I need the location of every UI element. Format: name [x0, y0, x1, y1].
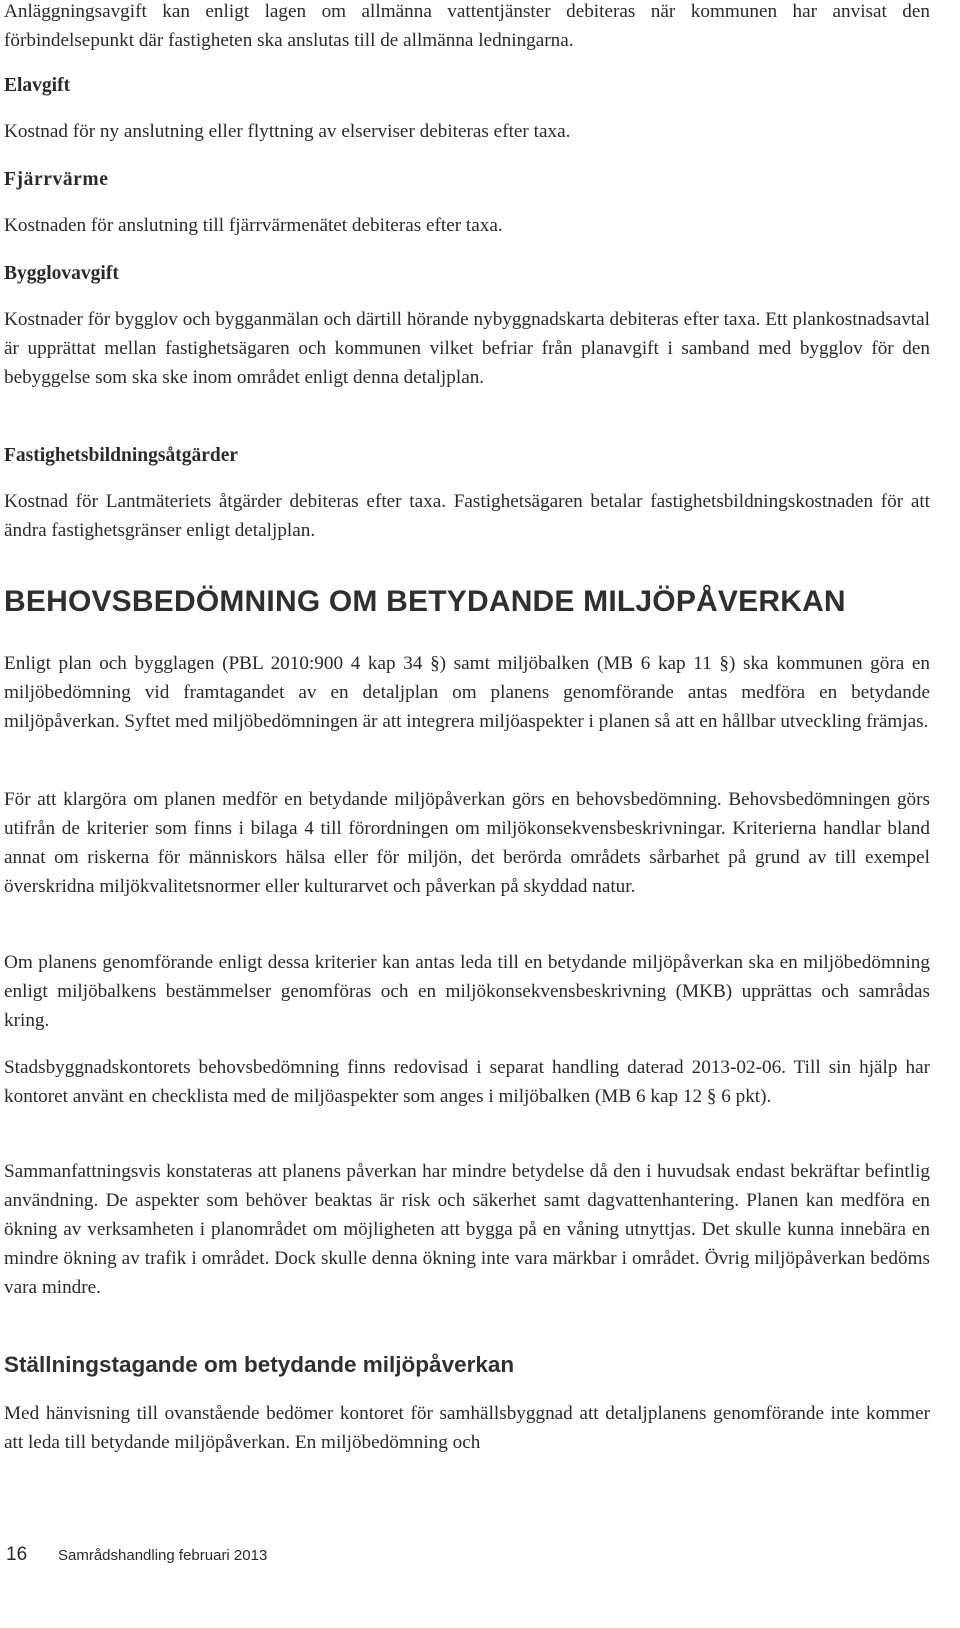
behov-paragraph-5: Sammanfattningsvis konstateras att planens påverkan har mindre betydelse då den i huvudsak endast bekräftar befintlig användning. De aspekter som behöver beaktas är risk och säkerhet samt dagvattenhantering. Planen kan medföra en ökning av verksamheten i planområdet om möjligheten att bygga på en våning utnyttjas. Det skulle kunna innebära en mindre ökning av trafik i området. Dock skulle denna ökning inte vara märkbar i området. Övrig miljöpåverkan bedöms vara mindre. — [4, 1161, 930, 1298]
intro-paragraph: Anläggningsavgift kan enligt lagen om allmänna vattentjänster debiteras när kommunen har anvisat den förbindelsepunkt där fastigheten ska anslutas till de allmänna ledningarna. — [4, 1, 930, 51]
fjarrvarme-paragraph: Kostnaden för anslutning till fjärrvärmenätet debiteras efter taxa. — [4, 215, 503, 236]
heading-behovsbedomning: BEHOVSBEDÖMNING OM BETYDANDE MILJÖPÅVERKAN — [4, 585, 846, 618]
heading-bygglovavgift: Bygglovavgift — [4, 263, 119, 284]
behov-paragraph-3: Om planens genomförande enligt dessa kriterier kan antas leda till en betydande miljöpåverkan ska en miljöbedömning enligt miljöbalkens bestämmelser genomföras och en miljökonsekvensbeskrivning (MKB) upprättas och samrådas kring. — [4, 952, 930, 1031]
heading-fastighetsbildning: Fastighetsbildningsåtgärder — [4, 445, 239, 466]
behov-paragraph-2: För att klargöra om planen medför en betydande miljöpåverkan görs en behovsbedömning. Behovsbedömningen görs utifrån de kriterier som finns i bilaga 4 till förordningen om miljökonsekvensbeskrivningar. Kriterierna handlar bland annat om riskerna för människors hälsa eller för miljön, det berörda områdets sårbarhet på grund av till exempel överskridna miljökvalitetsnormer eller kulturarvet och påverkan på skyddad natur. — [4, 789, 930, 897]
heading-fjarrvarme: Fjärrvärme — [4, 169, 109, 190]
heading-stallningstagande: Ställningstagande om betydande miljöpåverkan — [4, 1352, 515, 1377]
elavgift-paragraph: Kostnad för ny anslutning eller flyttning av elserviser debiteras efter taxa. — [4, 121, 571, 142]
bygglovavgift-paragraph: Kostnader för bygglov och bygganmälan och därtill hörande nybyggnadskarta debiteras efter taxa. Ett plankostnadsavtal är upprättat mellan fastighetsägaren och kommunen vilket befriar från planavgift i samband med bygglov för den bebyggelse som ska ske inom området enligt denna detaljplan. — [4, 309, 930, 388]
fastighetsbildning-paragraph: Kostnad för Lantmäteriets åtgärder debiteras efter taxa. Fastighetsägaren betalar fastighetsbildningskostnaden för att ändra fastighetsgränser enligt detaljplan. — [4, 491, 930, 541]
page-footer — [6, 1544, 267, 1566]
heading-elavgift: Elavgift — [4, 75, 71, 96]
page-number: 16 — [6, 1544, 28, 1565]
behov-paragraph-4: Stadsbyggnadskontorets behovsbedömning finns redovisad i separat handling daterad 2013-02-06. Till sin hjälp har kontoret använt en checklista med de miljöaspekter som anges i miljöbalken (MB 6 kap 12 § 6 pkt). — [4, 1057, 930, 1107]
stallningstagande-paragraph: Med hänvisning till ovanstående bedömer kontoret för samhällsbyggnad att detaljplanens genomförande inte kommer att leda till betydande miljöpåverkan. En miljöbedömning och — [4, 1403, 930, 1453]
behov-paragraph-1: Enligt plan och bygglagen (PBL 2010:900 4 kap 34 §) samt miljöbalken (MB 6 kap 11 §) ska kommunen göra en miljöbedömning vid framtagandet av en detaljplan om planens genomförande antas medföra en betydande miljöpåverkan. Syftet med miljöbedömningen är att integrera miljöaspekter i planen så att en hållbar utveckling främjas. — [4, 653, 930, 732]
footer-doc-title: Samrådshandling februari 2013 — [58, 1547, 268, 1564]
